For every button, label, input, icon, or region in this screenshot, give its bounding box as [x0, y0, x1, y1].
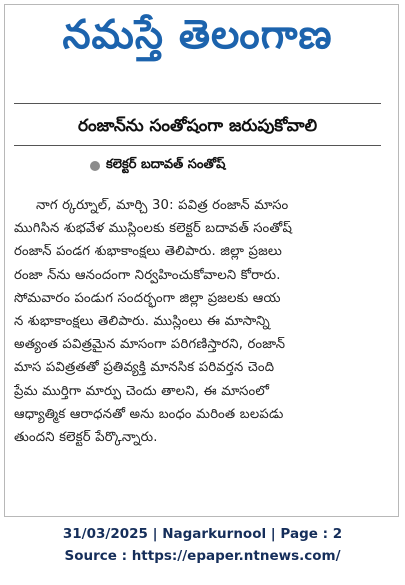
footer-source-line: Source : https://epaper.ntnews.com/ [64, 548, 341, 564]
article-line: ముగిసిన శుభవేళ ముస్లింలకు కలెక్టర్ బదావత్ సంతోష్ [14, 221, 293, 237]
article-line: మాస పవిత్రతతో ప్రతివ్యక్తి మానసిక పరివర్తన చెంది [14, 360, 275, 376]
article-line: ప్రేమ ముర్తిగా మార్పు చెందు తాలని, ఈ మాసంలో [14, 383, 270, 399]
article-line: అత్యంత పవిత్రమైన మాసంగా పరిగణిస్తారని, రంజాన్ [14, 337, 286, 353]
article-byline [90, 157, 320, 175]
article-body [14, 194, 382, 449]
article-line: తుందని కలెక్టర్ పేర్కొన్నారు. [14, 429, 158, 445]
footer-date-line: 31/03/2025 | Nagarkurnool | Page : 2 [62, 526, 343, 542]
article-line: రంజా న్‌ను ఆనందంగా నిర్వహించుకోవాలని కోరారు. [14, 267, 281, 283]
newspaper-masthead: నమస్తే తెలంగాణ [62, 14, 333, 58]
headline-bottom-rule [14, 145, 381, 146]
article-line: నాగ ర్కర్నూల్, మార్చి 30: పవిత్ర రంజాన్ మాసం [36, 198, 289, 213]
headline-top-rule [14, 103, 381, 104]
bullet-icon [90, 161, 100, 171]
article-line: న శుభాకాంక్షలు తెలిపారు. ముస్లింలు ఈ మాసాన్ని [14, 313, 270, 329]
article-line: రంజాన్ పండగ శుభాకాంక్షలు తెలిపారు. జిల్లా ప్రజలు [14, 244, 283, 260]
article-line: సోమవారం పండుగ సందర్భంగా జిల్లా ప్రజలకు ఆయ [14, 290, 281, 306]
article-headline: రంజాన్‌ను సంతోషంగా జరుపుకోవాలి [77, 116, 318, 136]
byline-text: కలెక్టర్ బదావత్ సంతోష్ [106, 157, 226, 172]
article-line: ఆధ్యాత్మిక ఆరాధనతో అను బంధం మరింత బలపడు [14, 406, 284, 422]
